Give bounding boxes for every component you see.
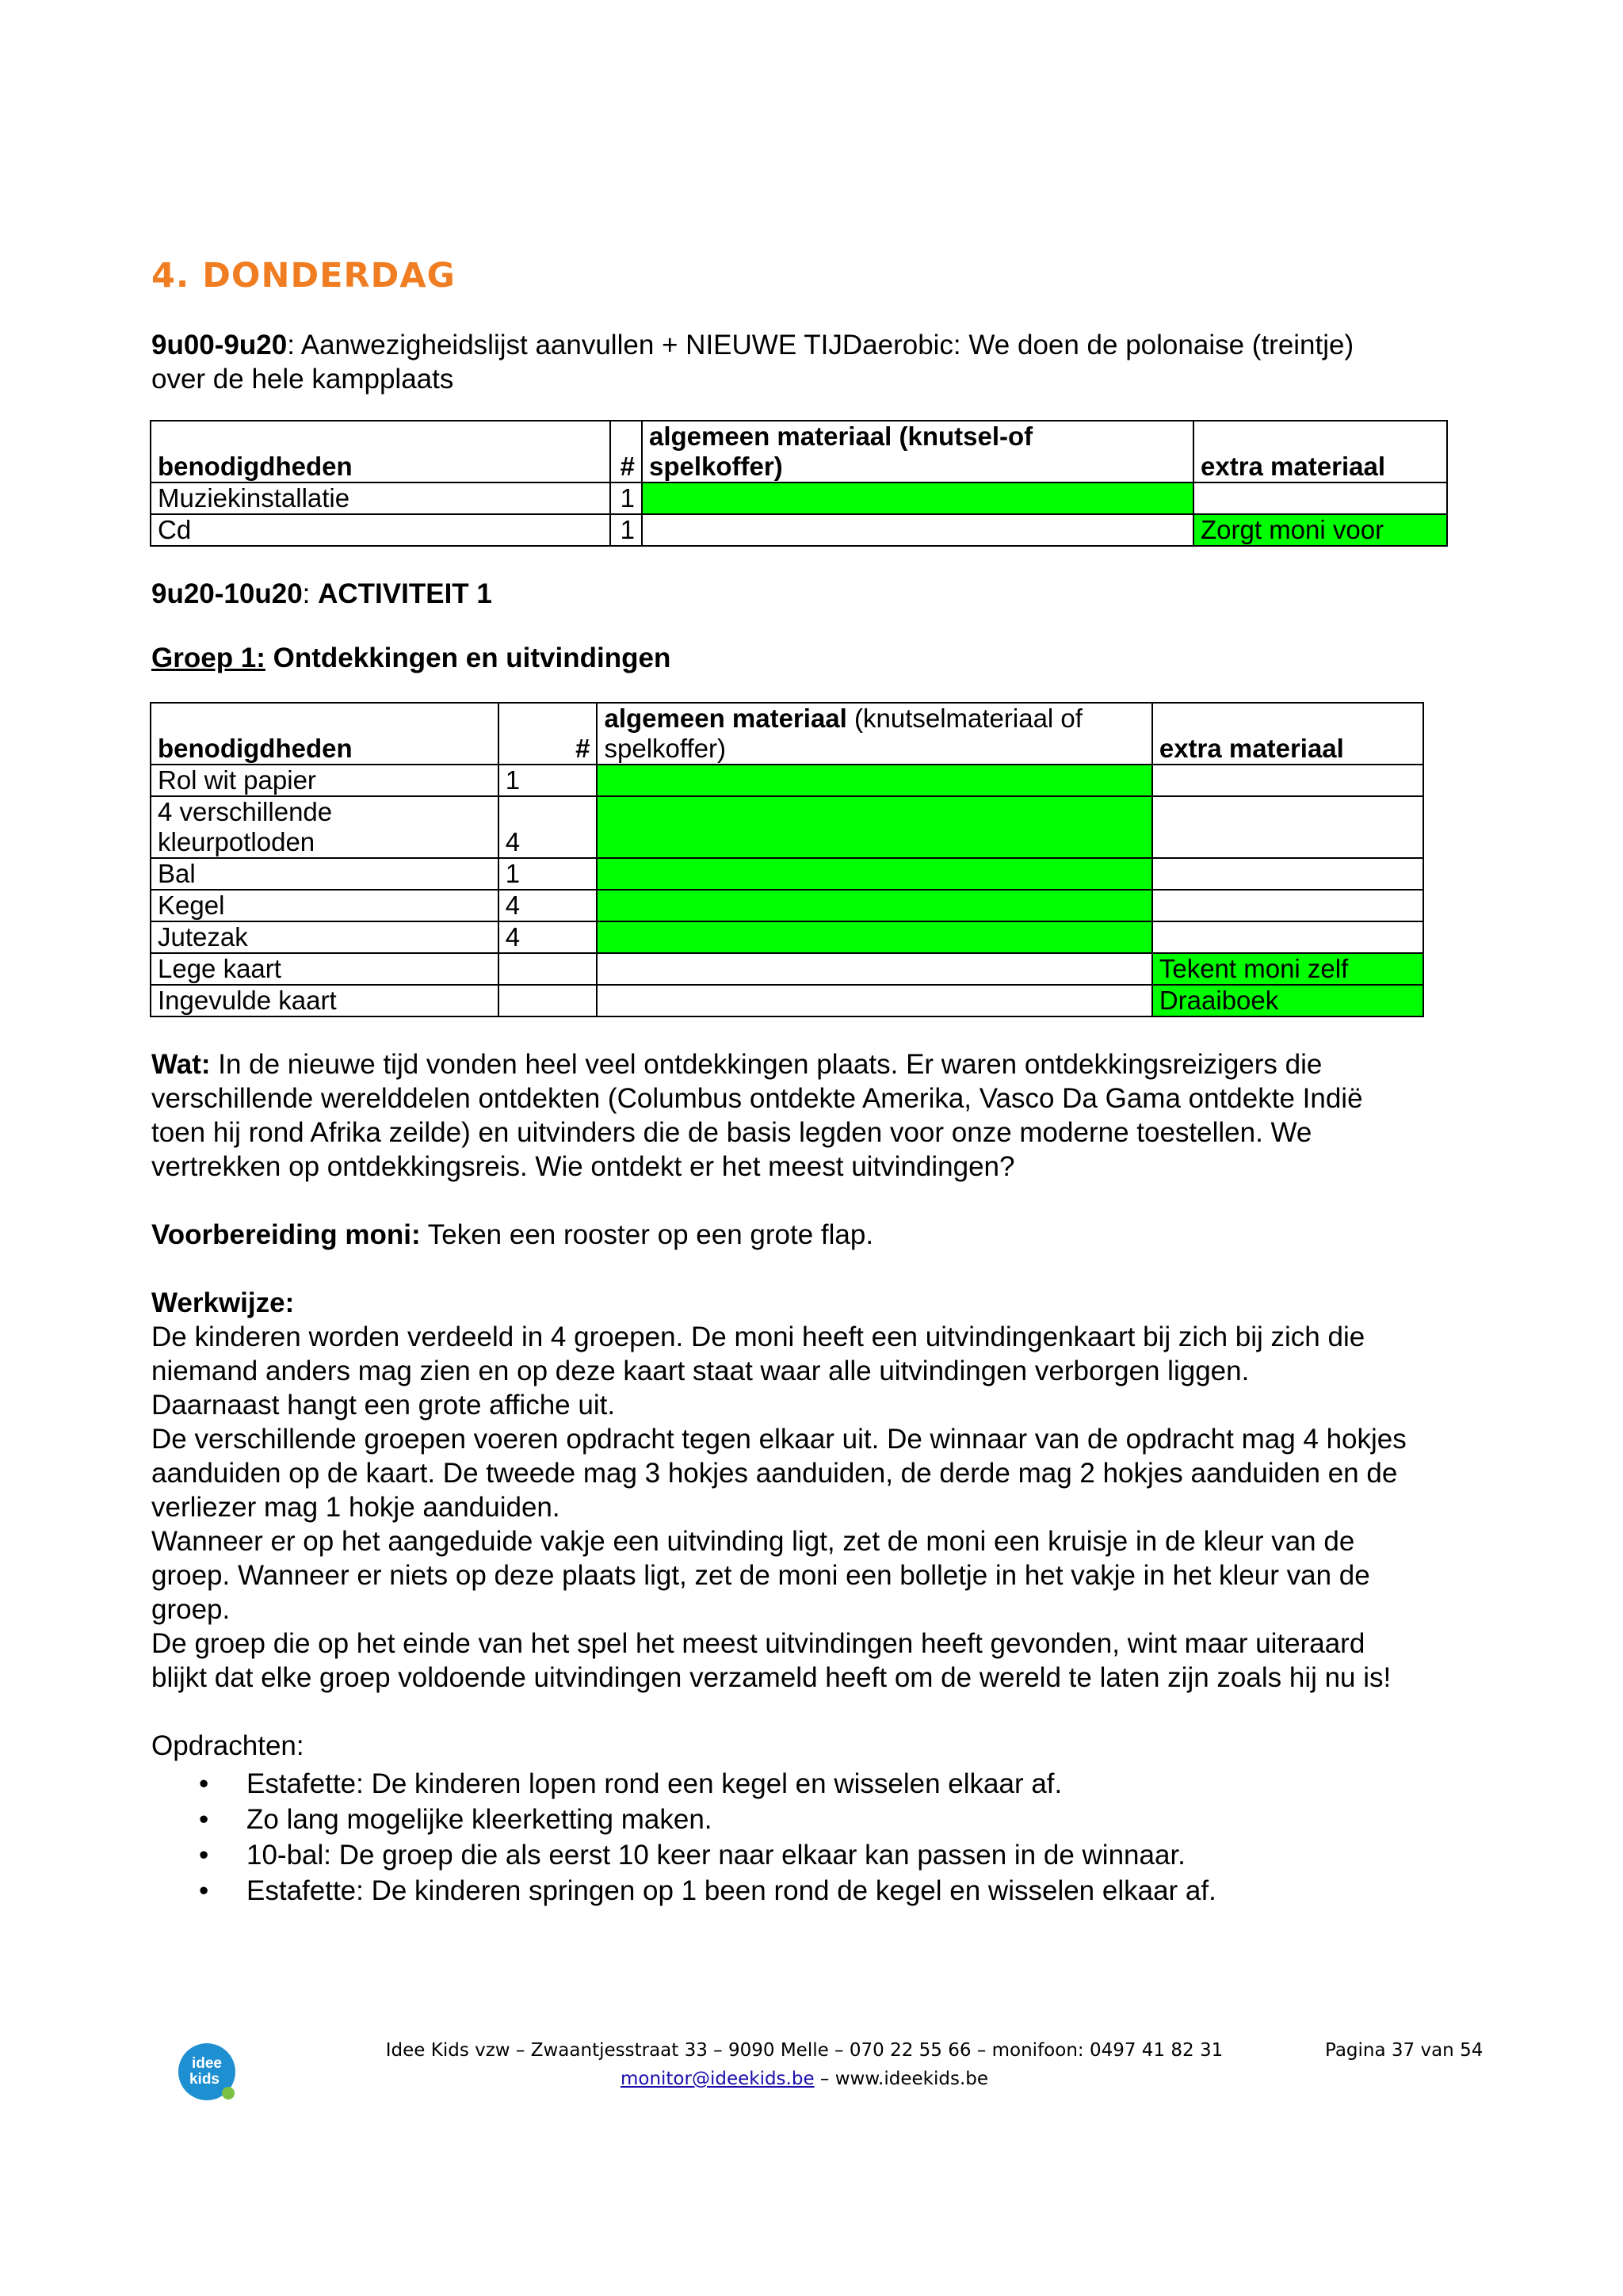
table-row <box>151 985 1423 1016</box>
table-row <box>151 890 1423 921</box>
header-extra: extra materiaal <box>1193 421 1447 482</box>
cell-qty: 1 <box>610 514 642 546</box>
materials-table-2 <box>150 702 1424 1017</box>
cell-extra <box>1152 921 1423 953</box>
cell-qty <box>498 953 598 985</box>
table-row <box>151 514 1447 546</box>
header-benodigdheden: benodigdheden <box>151 421 610 482</box>
wat-paragraph: Wat: In de nieuwe tijd vonden heel veel ontdekkingen plaats. Er waren ontdekkingsreizigers die verschillende werelddelen ontdekten (Columbus ontdekte Amerika, Vasco Da Gama ontdekte Indië toen hij rond Afrika zeilde) en uitvinders die de basis legden voor onze moderne toestellen. We vertrekken op ontdekkingsreis. Wie ontdekt er het meest uitvindingen? <box>151 1049 1363 1182</box>
header-benodigdheden: benodigdheden <box>151 703 498 765</box>
header-count: # <box>610 421 642 482</box>
cell-qty <box>498 985 598 1016</box>
header-algemeen: algemeen materiaal (knutselmateriaal of spelkoffer) <box>597 703 1151 765</box>
svg-text:idee: idee <box>191 2055 223 2072</box>
header-count: # <box>498 703 598 765</box>
page-content <box>151 252 1491 1909</box>
header-algemeen: algemeen materiaal (knutsel-of spelkoffer) <box>642 421 1193 482</box>
cell-general <box>597 921 1151 953</box>
cell-extra <box>1152 890 1423 921</box>
cell-qty: 4 <box>498 921 598 953</box>
cell-general <box>642 514 1193 546</box>
voorbereiding-paragraph: Voorbereiding moni: Teken een rooster op een grote flap. <box>151 1219 874 1250</box>
email-link[interactable]: monitor@ideekids.be <box>620 2069 815 2089</box>
table-row <box>151 858 1423 890</box>
footer-address: Idee Kids vzw – Zwaantjesstraat 33 – 9090 Melle – 070 22 55 66 – monifoon: 0497 41 82 31 monitor@ideekids.be – www.ideekids.be <box>385 2040 1224 2089</box>
cell-qty: 4 <box>498 796 598 858</box>
cell-general <box>597 985 1151 1016</box>
cell-item: 4 verschillende kleurpotloden <box>151 796 498 858</box>
opdrachten-label: Opdrachten: <box>151 1730 304 1761</box>
cell-item: Kegel <box>151 890 498 921</box>
schedule-1 <box>151 328 1491 396</box>
schedule-2 <box>151 577 1491 611</box>
cell-item: Lege kaart <box>151 953 498 985</box>
voorbereiding-label: Voorbereiding moni: <box>151 1219 421 1250</box>
table-row <box>151 921 1423 953</box>
werkwijze-label: Werkwijze: <box>151 1287 295 1318</box>
cell-qty: 1 <box>498 858 598 890</box>
schedule-1-text-line2: over de hele kampplaats <box>151 364 454 395</box>
page-heading: 4. DONDERDAG <box>151 256 456 296</box>
group-label: Groep 1: <box>151 643 265 673</box>
werkwijze-paragraph: Werkwijze: De kinderen worden verdeeld in 4 groepen. De moni heeft een uitvindingenkaart bij zich bij zich die niemand anders mag zien en op deze kaart staat waar alle uitvindingen verborgen liggen. Daarnaast hangt een grote affiche uit. De verschillende groepen voeren opdracht tegen elkaar uit. De winnaar van de opdracht mag 4 hokjes aanduiden op de kaart. De tweede mag 3 hokjes aanduiden, de derde mag 2 hokjes aanduiden en de verliezer mag 1 hokje aanduiden. Wanneer er op het aangeduide vakje een uitvinding ligt, zet de moni een kruisje in de kleur van de groep. Wanneer er niets op deze plaats ligt, zet de moni een bolletje in het vakje in het kleur van de groep. De groep die op het einde van het spel het meest uitvindingen heeft gevonden, wint maar uiteraard blijkt dat elke groep voldoende uitvindingen verzameld heeft om de wereld te laten zijn zoals hij nu is! <box>151 1287 1407 1693</box>
cell-qty: 1 <box>498 765 598 796</box>
opdrachten-list <box>151 1766 1491 1909</box>
cell-item: Jutezak <box>151 921 498 953</box>
list-item: • Estafette: De kinderen springen op 1 been rond de kegel en wisselen elkaar af. <box>199 1875 1216 1906</box>
table-row <box>151 482 1447 514</box>
list-item: • Estafette: De kinderen lopen rond een kegel en wisselen elkaar af. <box>199 1768 1063 1799</box>
cell-item: Bal <box>151 858 498 890</box>
cell-item: Cd <box>151 514 610 546</box>
svg-text:kids: kids <box>189 2071 220 2088</box>
cell-general <box>597 953 1151 985</box>
schedule-2-time: 9u20-10u20 <box>151 578 303 609</box>
cell-general <box>597 890 1151 921</box>
cell-general <box>597 858 1151 890</box>
cell-extra: Zorgt moni voor <box>1193 514 1447 546</box>
table-header-row <box>151 421 1447 482</box>
schedule-2-title: ACTIVITEIT 1 <box>318 578 492 609</box>
cell-qty: 1 <box>610 482 642 514</box>
table-row <box>151 953 1423 985</box>
table-header-row <box>151 703 1423 765</box>
schedule-1-text-line1: : Aanwezigheidslijst aanvullen + NIEUWE TIJDaerobic: We doen de polonaise (treintje) <box>287 330 1354 360</box>
cell-general <box>597 796 1151 858</box>
list-item: • 10-bal: De groep die als eerst 10 keer naar elkaar kan passen in de winnaar. <box>199 1840 1186 1871</box>
materials-table-1 <box>150 420 1448 547</box>
schedule-1-time: 9u00-9u20 <box>151 330 288 360</box>
cell-extra: Draaiboek <box>1152 985 1423 1016</box>
cell-extra <box>1193 482 1447 514</box>
table-row <box>151 765 1423 796</box>
cell-general <box>642 482 1193 514</box>
cell-extra <box>1152 765 1423 796</box>
page-footer <box>0 2028 1623 2115</box>
cell-qty: 4 <box>498 890 598 921</box>
cell-extra <box>1152 796 1423 858</box>
cell-item: Muziekinstallatie <box>151 482 610 514</box>
list-item: • Zo lang mogelijke kleerketting maken. <box>199 1804 712 1835</box>
group-title <box>151 641 1491 675</box>
header-extra: extra materiaal <box>1152 703 1423 765</box>
cell-extra <box>1152 858 1423 890</box>
schedule-2-sep: : <box>302 578 319 609</box>
page-number: Pagina 37 van 54 <box>1325 2040 1484 2061</box>
idee-kids-logo <box>176 2041 238 2103</box>
cell-item: Ingevulde kaart <box>151 985 498 1016</box>
cell-extra: Tekent moni zelf <box>1152 953 1423 985</box>
cell-item: Rol wit papier <box>151 765 498 796</box>
wat-label: Wat: <box>151 1049 211 1080</box>
table-row <box>151 796 1423 858</box>
cell-general <box>597 765 1151 796</box>
group-name: Ontdekkingen en uitvindingen <box>265 643 671 673</box>
